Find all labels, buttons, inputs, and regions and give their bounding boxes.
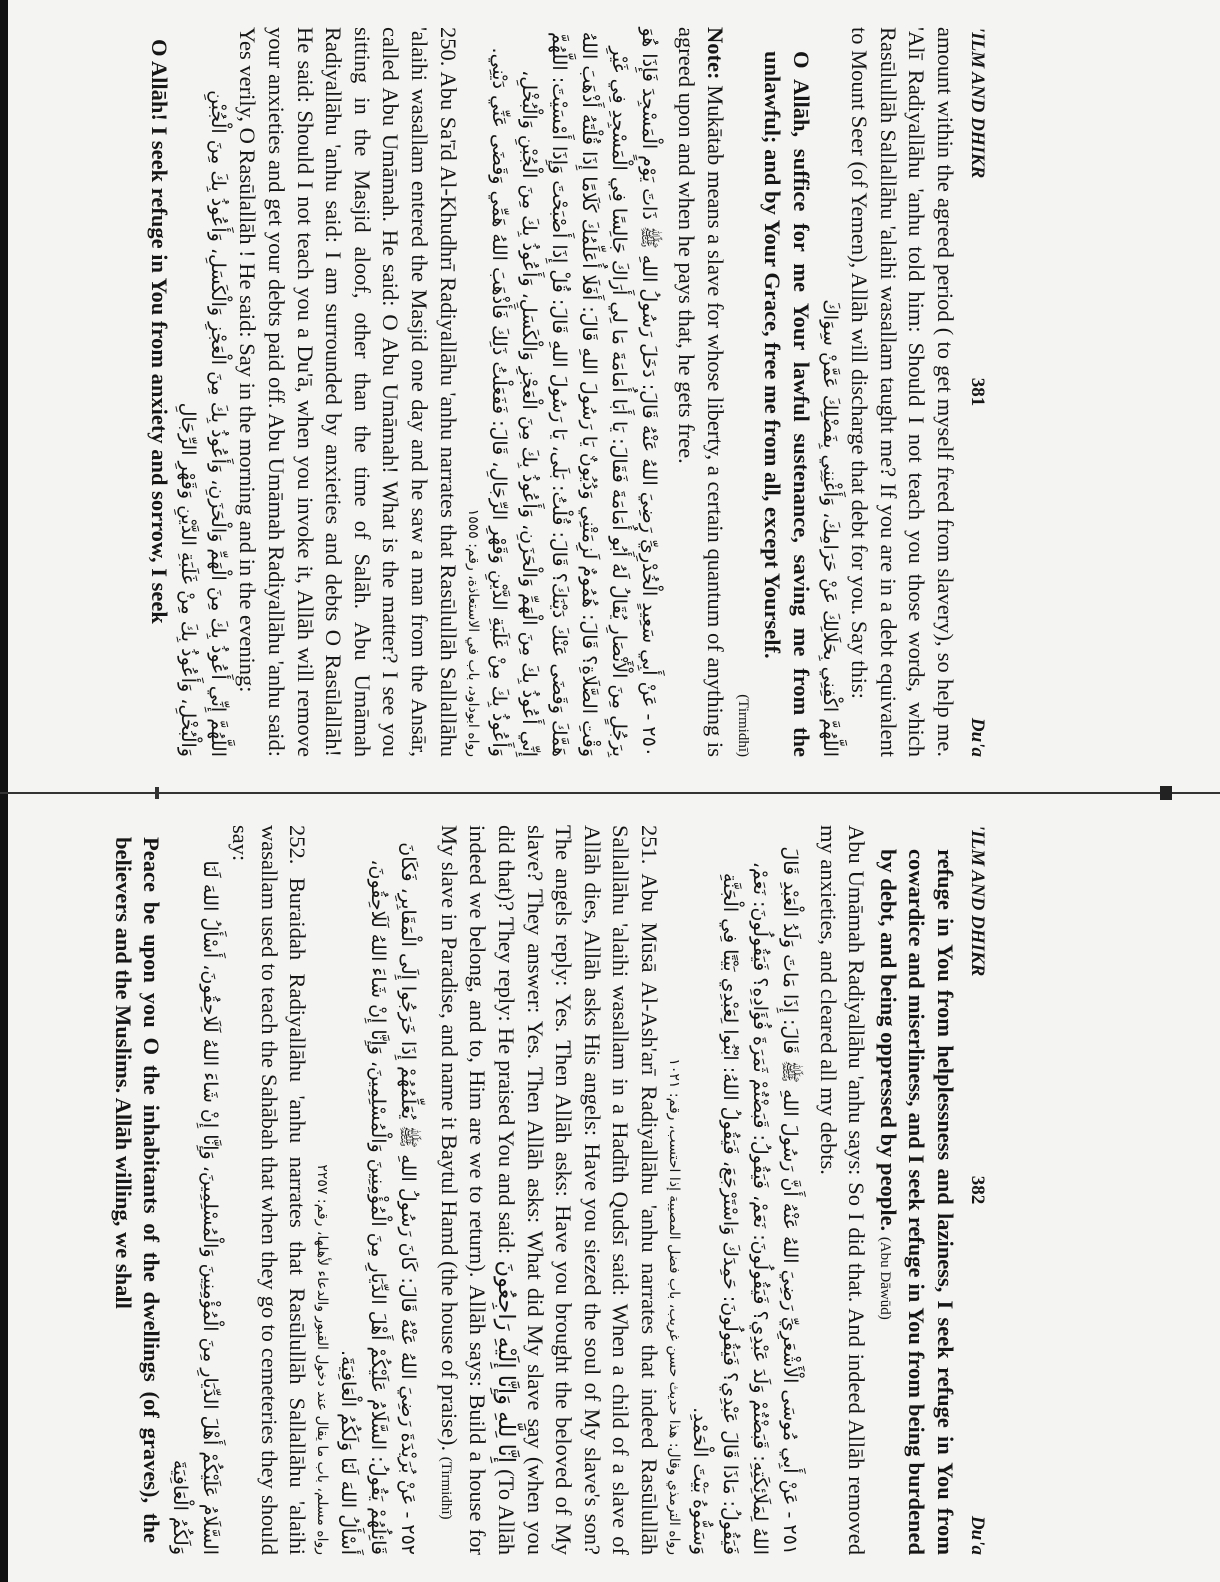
page-382-column bbox=[110, 825, 995, 1555]
dua-2-reference: (Abu Dāwūd) bbox=[876, 1236, 893, 1320]
dua-2-translation-text: refuge in You from helplessness and laziness, I seek refuge in You from cowardice and miserliness, and I seek refuge in You from being burdened by debt, and being oppressed by people. bbox=[875, 849, 958, 1555]
hadith-252-arabic: ٢٥٢ - عَنْ بُرَيْدَةَ رَضِيَ اللهُ عَنْهُ قَالَ: كَانَ رَسُولُ اللهِ ﷺ يُعَلِّمُهُمْ إِذَا خَرَجُوا إِلَى الْمَقَابِرِ، فَكَانَ قَائِلُهُمْ يَقُولُ: السَّلَامُ عَلَيْكُمْ أَهْلَ الدِّيَارِ مِنَ الْمُؤْمِنِينَ وَالْمُسْلِمِينَ، وَإِنَّا إِنْ شَاءَ اللهُ لَلَاحِقُونَ، أَسْأَلُ اللهَ لَنَا وَلَكُمُ الْعَافِيَةَ. bbox=[337, 842, 420, 1555]
running-header bbox=[959, 825, 995, 1555]
note-text: Mukātab means a slave for whose liberty, a certain quantum of anything is agreed upon and when he pays that, he gets free. bbox=[674, 27, 728, 757]
hadith-250-translation: 250. Abu Sa'īd Al-Khudhrī Radiyallāhu 'anhu narrates that Rasūlullāh Sallallāhu 'alaihi wasallam entered the Masjid one day and he saw a man from the Ansār, called Abu Umāmah. He said: O Abu Umāmah! What is the matter? I see you sitting in the Masjid aloof, other than the time of Salāh. Abu Umāmah Radiyallāhu 'anhu said: I am surrounded by anxieties and debts O Rasūlallāh! He said: Should I not teach you a Du'ā, when you invoke it, Allāh will remove your anxieties and get your debts paid off. Abu Umāmah Radiyallāhu 'anhu said: Yes verily, O Rasūlallāh ! He said: Say in the morning and in the evening: bbox=[235, 27, 461, 757]
header-book-title: 'ILM AND DHIKR bbox=[967, 27, 988, 179]
page-number: 381 bbox=[967, 377, 988, 407]
dua-2-translation-start: O Allāh! I seek refuge in You from anxiety and sorrow, I seek bbox=[146, 39, 172, 624]
dua-arabic: اللَّهُمَّ اكْفِنِي بِحَلَالِكَ عَنْ حَرَامِكَ، وَأَغْنِنِي بِفَضْلِكَ عَمَّنْ سِوَاكَ bbox=[818, 299, 841, 757]
hadith-252-arabic-reference: رواه مسلم، باب ما يقال عند دخول القبور والدعاء لأهلها، رقم: ٢٢٥٧ bbox=[314, 1164, 331, 1555]
header-book-title: 'ILM AND DHIKR bbox=[967, 825, 988, 977]
page-382 bbox=[110, 635, 995, 1582]
intro-paragraph: amount within the agreed period ( to get myself freed from slavery), so help me. 'Alī Radiyallāhu 'anhu told him: Should I not teach you those words, which Rasūlullāh Sallallāhu 'alaihi wasallam taught me? If you are in a debt equivalent to Mount Seer (of Yemen), Allāh will discharge that debt for you. Say this: bbox=[847, 27, 958, 757]
fold-notch-mark bbox=[1160, 786, 1172, 800]
hadith-251-arabic-reference: رواه الترمذي وقال: هذا حديث حسن غريب، باب فضل المصيبة إذا احتسب، رقم: ١٠٢١ bbox=[666, 1058, 683, 1555]
hadith-251-text: 251. Abu Mūsā Al-Ash'arī Radiyallāhu 'anhu narrates that indeed Rasūlullāh Sallallāhu 'alaihi wasallam in a Hadīth Qudsī said: When a child of a slave of Allāh dies, Allāh asks His angels: Have you siezed the soul of My slave's son? The angels reply: Yes. Then Allāh asks: Have you brought the beloved of My slave? They answer: Yes. Then Allāh asks: What did My slave say (when you did that)? They reply: He praised You and said: إِنَّا لِلَّهِ وَإِنَّا إِلَيْهِ رَاجِعُونَ (To Allāh indeed we belong, and to, Him are we to return). Allāh says: Build a house for My slave in Paradise, and name it Baytul Hamd (the house of praise). bbox=[436, 825, 663, 1555]
dua-2-translation-continued bbox=[870, 825, 959, 1555]
header-chapter: Du'a bbox=[967, 717, 988, 757]
after-dua-paragraph: Abu Umāmah Radiyallāhu 'anhu says: So I did that. And indeed Allāh removed my anxieties, and cleared all my debts. bbox=[815, 825, 870, 1555]
header-chapter: Du'a bbox=[967, 1515, 988, 1555]
hadith-250-arabic-reference: رواه ابوداود، باب في الاستعاذة، رقم: ١٥٥٥ bbox=[464, 508, 481, 757]
dua-2-arabic: اللَّهُمَّ إِنِّي أَعُوذُ بِكَ مِنَ الْهَمِّ وَالْحَزَنِ، وَأَعُوذُ بِكَ مِنَ الْعَجْزِ وَالْكَسَلِ، وَأَعُوذُ بِكَ مِنَ الْجُبْنِ وَالْبُخْلِ، وَأَعُوذُ بِكَ مِنْ غَلَبَةِ الدَّيْنِ وَقَهْرِ الرِّجَالِ bbox=[176, 90, 229, 757]
dua-3-arabic: السَّلَامُ عَلَيْكُمْ أَهْلَ الدِّيَارِ مِنَ الْمُؤْمِنِينَ وَالْمُسْلِمِينَ، وَإِنَّا إِنْ شَاءَ اللهُ لَلَاحِقُونَ، أَسْأَلُ اللهَ لَنَا وَلَكُمُ الْعَافِيَةَ bbox=[169, 860, 222, 1555]
hadith-250-arabic: ٢٥٠ - عَنْ أَبِي سَعِيدٍ الْخُدْرِيِّ رَضِيَ اللهُ عَنْهُ قَالَ: دَخَلَ رَسُولُ اللهِ ﷺ ذَاتَ يَوْمٍ الْمَسْجِدَ فَإِذَا هُوَ بِرَجُلٍ مِنَ الْأَنْصَارِ يُقَالُ لَهُ أَبُو أُمَامَةَ فَقَالَ: يَا أَبَا أُمَامَةَ مَا لِي أَرَاكَ جَالِسًا فِي الْمَسْجِدِ فِي غَيْرِ وَقْتِ الصَّلَاةِ؟ قَالَ: هُمُومٌ لَزِمَتْنِي وَدُيُونٌ يَا رَسُولَ اللهِ قَالَ: أَفَلَا أُعَلِّمُكَ كَلَامًا إِذَا قُلْتَهُ أَذْهَبَ اللهُ هَمَّكَ وَقَضَى عَنْكَ دَيْنَكَ؟ قَالَ: قُلْتُ: بَلَى، يَا رَسُولَ اللهِ قَالَ: قُلْ إِذَا أَصْبَحْتَ وَإِذَا أَمْسَيْتَ: اللَّهُمَّ إِنِّي أَعُوذُ بِكَ مِنَ الْهَمِّ وَالْحَزَنِ، وَأَعُوذُ بِكَ مِنَ الْعَجْزِ وَالْكَسَلِ، وَأَعُوذُ بِكَ مِنَ الْجُبْنِ وَالْبُخْلِ، وَأَعُوذُ بِكَ مِنْ غَلَبَةِ الدَّيْنِ وَقَهْرِ الرِّجَالِ، قَالَ: فَفَعَلْتُ ذَلِكَ فَأَذْهَبَ اللهُ هَمِّي وَقَضَى عَنِّي دَيْنِي. bbox=[487, 27, 660, 757]
dua-translation: O Allāh, suffice for me Your lawful sustenance, saving me from the unlawful; and by Your Grace, free me from all, except Yourself. bbox=[760, 51, 814, 757]
hadith-251-translation bbox=[431, 825, 663, 1555]
page-number: 382 bbox=[967, 1175, 988, 1205]
dua-3-translation: Peace be upon you O the inhabitants of the dwellings (of graves), the believers and the Muslims. Allāh willing, we shall bbox=[110, 837, 165, 1543]
note-label: Note: bbox=[702, 27, 728, 80]
fold-tick-mark bbox=[155, 787, 159, 799]
hadith-251-arabic: ٢٥١ - عَنْ أَبِي مُوسَى الْأَشْعَرِيِّ رَضِيَ اللهُ عَنْهُ أَنَّ رَسُولَ اللهِ ﷺ قَالَ: إِذَا مَاتَ وَلَدُ الْعَبْدِ قَالَ اللهُ لِمَلَائِكَتِهِ: قَبَضْتُمْ وَلَدَ عَبْدِي؟ فَيَقُولُونَ: نَعَمْ، فَيَقُولُ: قَبَضْتُمْ ثَمَرَةَ فُؤَادِهِ؟ فَيَقُولُونَ: نَعَمْ، فَيَقُولُ: مَاذَا قَالَ عَبْدِي؟ فَيَقُولُونَ: حَمِدَكَ وَاسْتَرْجَعَ، فَيَقُولُ اللهُ: ابْنُوا لِعَبْدِي بَيْتًا فِي الْجَنَّةِ وَسَمُّوهُ بَيْتَ الْحَمْدِ. bbox=[689, 846, 802, 1555]
dua-reference: (Tirmidhī) bbox=[735, 694, 752, 757]
hadith-251-reference: (Tirmidhī) bbox=[437, 1456, 454, 1520]
hadith-252-translation: 252. Buraidah Radiyallāhu 'anhu narrates that Rasūlullāh Sallallāhu 'alaihi wasallam used to teach the Sahābah that when they go to cemeteries they should say: bbox=[228, 825, 311, 1555]
